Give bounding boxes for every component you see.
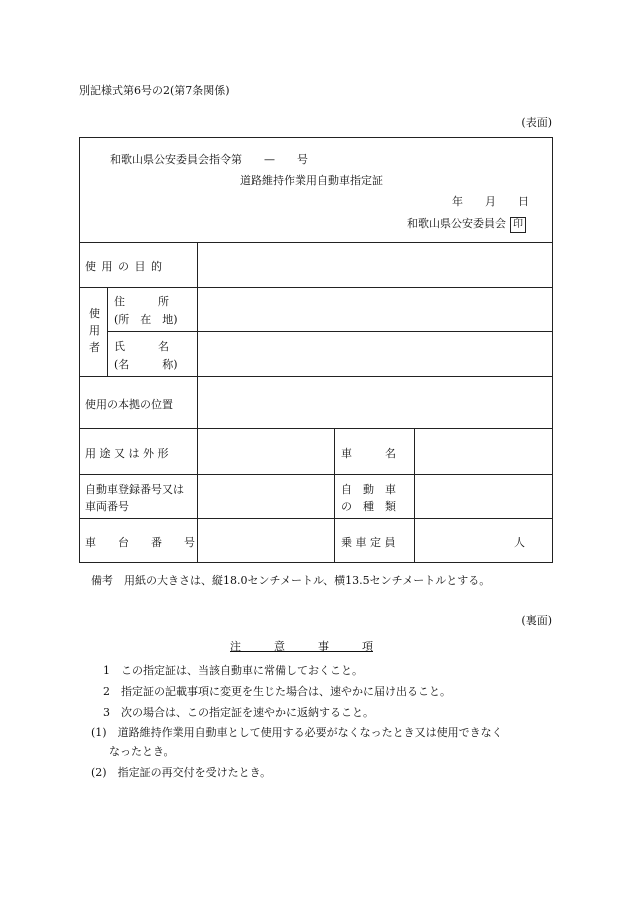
name-sublabel: (名 称)	[114, 358, 178, 371]
note-item: 1 この指定証は、当該自動車に常備しておくこと。	[103, 664, 363, 677]
remarks: 備考 用紙の大きさは、縦18.0センチメートル、横13.5センチメートルとする。	[91, 574, 491, 587]
vehicle-name-label: 車 名	[341, 447, 396, 460]
vehicle-type-sublabel: の 種 類	[341, 500, 396, 513]
col-divider	[107, 287, 108, 376]
note-item: 3 次の場合は、この指定証を速やかに返納すること。	[103, 706, 374, 719]
form-reference: 別記様式第6号の2(第7条関係)	[79, 84, 230, 97]
col-divider	[334, 428, 335, 563]
row-divider	[79, 376, 553, 377]
certificate-title: 道路維持作業用自動車指定証	[240, 174, 383, 187]
seal-stamp: 印	[510, 217, 526, 233]
row-divider	[79, 474, 553, 475]
col-divider	[197, 376, 198, 563]
purpose-label: 使 用 の 目 的	[85, 260, 163, 273]
issuer-name: 和歌山県公安委員会	[407, 217, 506, 230]
note-subitem: (2) 指定証の再交付を受けたとき。	[91, 766, 272, 779]
chassis-number-label: 車 台 番 号	[85, 536, 195, 549]
col-divider	[414, 428, 415, 563]
name-label: 氏 名	[114, 340, 169, 353]
address-label: 住 所	[114, 295, 169, 308]
capacity-unit: 人	[514, 536, 525, 549]
front-label: (表面)	[521, 116, 552, 129]
note-subitem-continuation: なったとき。	[109, 745, 175, 758]
col-divider	[197, 242, 198, 376]
back-label: (裏面)	[521, 614, 552, 627]
vehicle-number-label: 車両番号	[85, 500, 129, 513]
notes-heading: 注 意 事 項	[230, 640, 373, 653]
registration-number-label: 自動車登録番号又は	[85, 483, 184, 496]
address-sublabel: (所 在 地)	[114, 313, 178, 326]
note-subitem: (1) 道路維持作業用自動車として使用する必要がなくなったとき又は使用できなく	[91, 726, 503, 739]
issuer-number: 和歌山県公安委員会指令第 — 号	[110, 153, 308, 166]
vehicle-type-label: 自 動 車	[341, 483, 396, 496]
row-divider	[107, 331, 553, 332]
issuer-signature	[407, 215, 526, 233]
usage-shape-label: 用 途 又 は 外 形	[85, 447, 169, 460]
capacity-label: 乗 車 定 員	[341, 536, 396, 549]
row-divider	[79, 242, 553, 243]
row-divider	[79, 518, 553, 519]
base-location-label: 使用の本拠の位置	[85, 398, 173, 411]
row-divider	[79, 287, 553, 288]
row-divider	[79, 428, 553, 429]
date-line: 年 月 日	[452, 195, 529, 208]
user-label: 使 用 者	[89, 307, 100, 354]
note-item: 2 指定証の記載事項に変更を生じた場合は、速やかに届け出ること。	[103, 685, 451, 698]
